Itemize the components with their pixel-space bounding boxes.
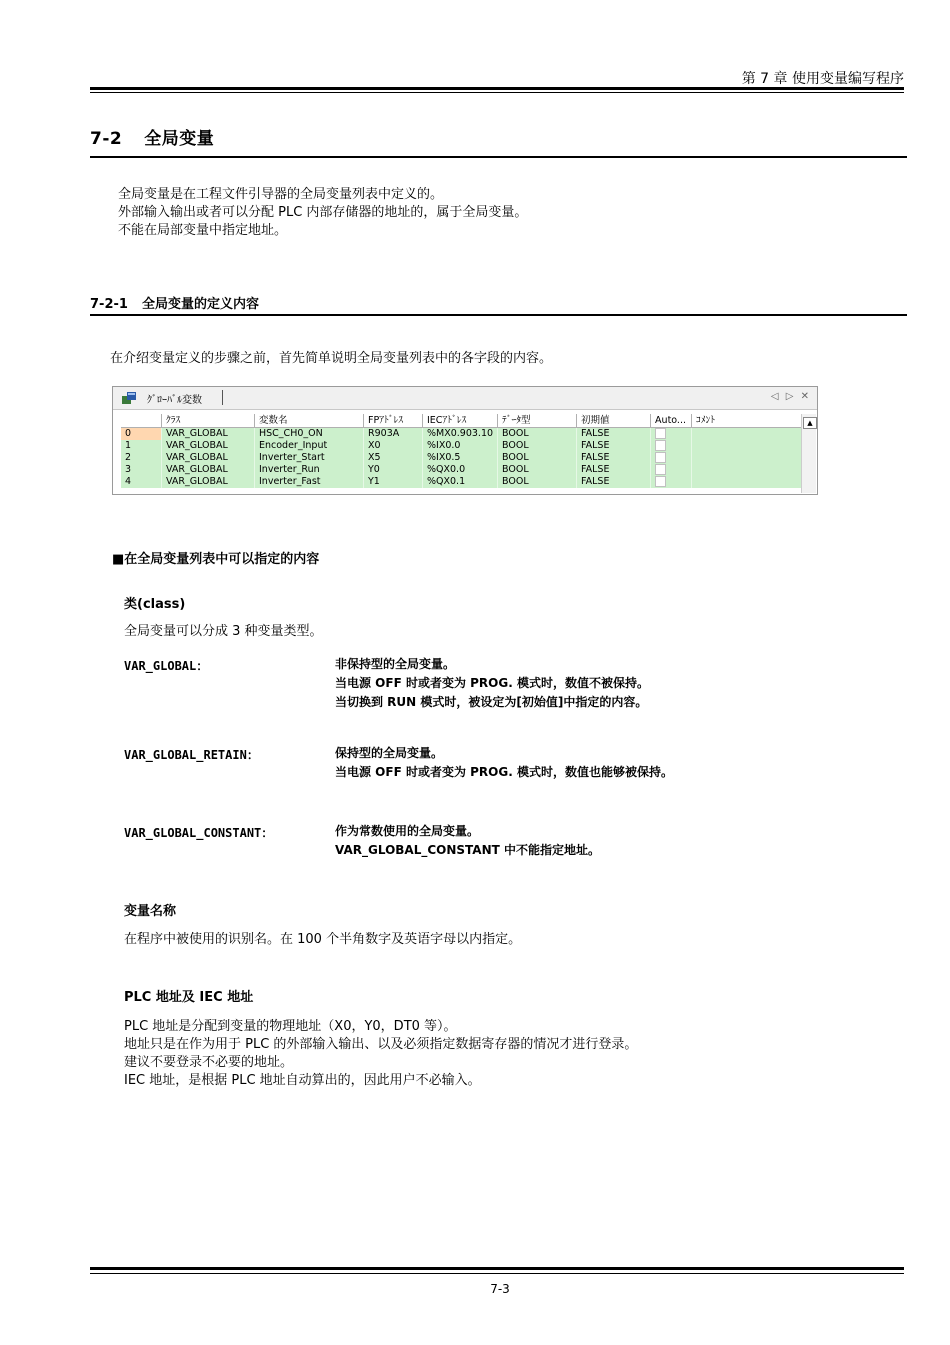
class-desc-constant [335,822,600,860]
cell-initial-value[interactable]: FALSE [577,428,651,441]
cell-fp-address[interactable]: X0 [364,440,423,452]
class-desc-line: VAR_GLOBAL_CONSTANT 中不能指定地址。 [335,843,600,857]
column-header-name[interactable]: 変数名 [255,414,364,428]
cell-name[interactable]: Encoder_Input [255,440,364,452]
cell-initial-value[interactable]: FALSE [577,464,651,476]
cell-iec-address: %IX0.0 [423,440,498,452]
cell-fp-address[interactable]: X5 [364,452,423,464]
cell-class[interactable]: VAR_GLOBAL [162,440,255,452]
cell-name[interactable]: Inverter_Fast [255,476,364,488]
cell-class[interactable]: VAR_GLOBAL [162,464,255,476]
row-index: 2 [121,452,162,464]
window-tab-bar [113,387,817,410]
cell-auto[interactable] [651,452,692,464]
auto-checkbox[interactable] [655,464,666,475]
window-tab-title[interactable]: ｸﾞﾛｰﾊﾞﾙ変数 [147,395,202,406]
cell-initial-value[interactable]: FALSE [577,476,651,488]
class-desc-line: 保持型的全局变量。 [335,746,444,760]
auto-checkbox[interactable] [655,452,666,463]
cell-iec-address: %QX0.1 [423,476,498,488]
cell-initial-value[interactable]: FALSE [577,440,651,452]
table-row[interactable] [121,452,807,464]
class-desc-retain [335,744,673,782]
cell-iec-address: %MX0.903.10 [423,428,498,441]
address-line: 建议不要登录不必要的地址。 [124,1055,294,1070]
class-desc-line: 当切换到 RUN 模式时，被设定为[初始值]中指定的内容。 [335,695,648,709]
tab-separator [222,390,223,405]
varname-text: 在程序中被使用的识别名。在 100 个半角数字及英语字母以内指定。 [124,932,522,947]
header-rule [90,87,904,90]
cell-iec-address: %QX0.0 [423,464,498,476]
table-row[interactable] [121,440,807,452]
cell-data-type[interactable]: BOOL [498,452,577,464]
row-index: 1 [121,440,162,452]
cell-class[interactable]: VAR_GLOBAL [162,428,255,441]
cell-comment[interactable] [692,428,807,441]
intro-paragraph [118,186,527,240]
cell-auto[interactable] [651,440,692,452]
subsection-rule [90,314,907,316]
cell-name[interactable]: HSC_CH0_ON [255,428,364,441]
cell-initial-value[interactable]: FALSE [577,452,651,464]
column-header-auto[interactable]: Auto... [651,414,692,428]
sub-intro: 在介绍变量定义的步骤之前，首先简单说明全局变量列表中的各字段的内容。 [110,351,553,366]
chapter-header: 第 7 章 使用变量编写程序 [741,71,904,87]
footer-rule [90,1267,904,1270]
cell-fp-address[interactable]: Y1 [364,476,423,488]
column-header-iec-address[interactable]: IECｱﾄﾞﾚｽ [423,414,498,428]
cell-class[interactable]: VAR_GLOBAL [162,452,255,464]
auto-checkbox[interactable] [655,440,666,451]
cell-comment[interactable] [692,464,807,476]
window-controls[interactable]: ◁ ▷ ✕ [770,391,811,402]
class-desc-line: 非保持型的全局变量。 [335,657,456,671]
column-header-index [121,414,162,428]
class-label-global: VAR_GLOBAL： [124,659,209,673]
content-heading: ■在全局变量列表中可以指定的内容 [112,552,320,567]
address-line: IEC 地址，是根据 PLC 地址自动算出的，因此用户不必输入。 [124,1073,481,1088]
cell-fp-address[interactable]: R903A [364,428,423,441]
row-index: 4 [121,476,162,488]
cell-data-type[interactable]: BOOL [498,440,577,452]
intro-line: 全局变量是在工程文件引导器的全局变量列表中定义的。 [118,187,444,202]
cell-fp-address[interactable]: Y0 [364,464,423,476]
cell-comment[interactable] [692,476,807,488]
cell-name[interactable]: Inverter_Run [255,464,364,476]
class-desc-line: 作为常数使用的全局变量。 [335,824,480,838]
header-rule-thin [90,92,904,93]
section-title-text: 全局变量 [144,129,215,149]
cell-data-type[interactable]: BOOL [498,428,577,441]
address-title: PLC 地址及 IEC 地址 [124,990,254,1005]
cell-name[interactable]: Inverter_Start [255,452,364,464]
auto-checkbox[interactable] [655,428,666,439]
section-title [90,124,214,149]
class-title: 类(class) [124,597,186,612]
column-header-data-type[interactable]: ﾃﾞｰﾀ型 [498,414,577,428]
column-header-fp-address[interactable]: FPｱﾄﾞﾚｽ [364,414,423,428]
intro-line: 不能在局部变量中指定地址。 [118,223,288,238]
subsection-title [90,293,259,312]
address-line: 地址只是在作为用于 PLC 的外部输入输出、以及必须指定数据寄存器的情况才进行登录。 [124,1037,638,1052]
address-paragraph [124,1018,637,1090]
cell-auto[interactable] [651,464,692,476]
row-index: 3 [121,464,162,476]
vertical-scrollbar[interactable] [801,414,816,493]
scroll-up-arrow-icon[interactable]: ▲ [803,417,817,429]
cell-auto[interactable] [651,428,692,441]
table-row[interactable] [121,464,807,476]
cell-auto[interactable] [651,476,692,488]
subsection-number: 7-2-1 [90,297,128,312]
cell-data-type[interactable]: BOOL [498,464,577,476]
auto-checkbox[interactable] [655,476,666,487]
table-row[interactable] [121,428,807,441]
class-label-constant: VAR_GLOBAL_CONSTANT： [124,826,274,840]
varname-title: 变量名称 [124,904,177,919]
subsection-title-text: 全局变量的定义内容 [141,297,259,312]
address-line: PLC 地址是分配到变量的物理地址（X0，Y0，DT0 等）。 [124,1019,457,1034]
footer-rule-thin [90,1273,904,1274]
variable-table-icon [122,392,136,404]
section-rule [90,156,907,158]
cell-comment[interactable] [692,440,807,452]
class-intro: 全局变量可以分成 3 种变量类型。 [124,624,323,639]
section-number: 7-2 [90,129,123,149]
column-header-comment[interactable]: ｺﾒﾝﾄ [692,414,807,428]
cell-comment[interactable] [692,452,807,464]
page-number: 7-3 [490,1282,510,1296]
intro-line: 外部输入输出或者可以分配 PLC 内部存储器的地址的，属于全局变量。 [118,205,528,220]
cell-iec-address: %IX0.5 [423,452,498,464]
class-label-retain: VAR_GLOBAL_RETAIN： [124,748,259,762]
variable-grid [121,414,807,488]
class-desc-global [335,655,649,712]
table-row[interactable] [121,476,807,488]
cell-data-type[interactable]: BOOL [498,476,577,488]
global-variable-window [112,386,818,495]
cell-class[interactable]: VAR_GLOBAL [162,476,255,488]
column-header-class[interactable]: ｸﾗｽ [162,414,255,428]
row-index: 0 [121,428,162,441]
class-desc-line: 当电源 OFF 时或者变为 PROG. 模式时，数值不被保持。 [335,676,649,690]
column-header-initial-value[interactable]: 初期値 [577,414,651,428]
class-desc-line: 当电源 OFF 时或者变为 PROG. 模式时，数值也能够被保持。 [335,765,673,779]
